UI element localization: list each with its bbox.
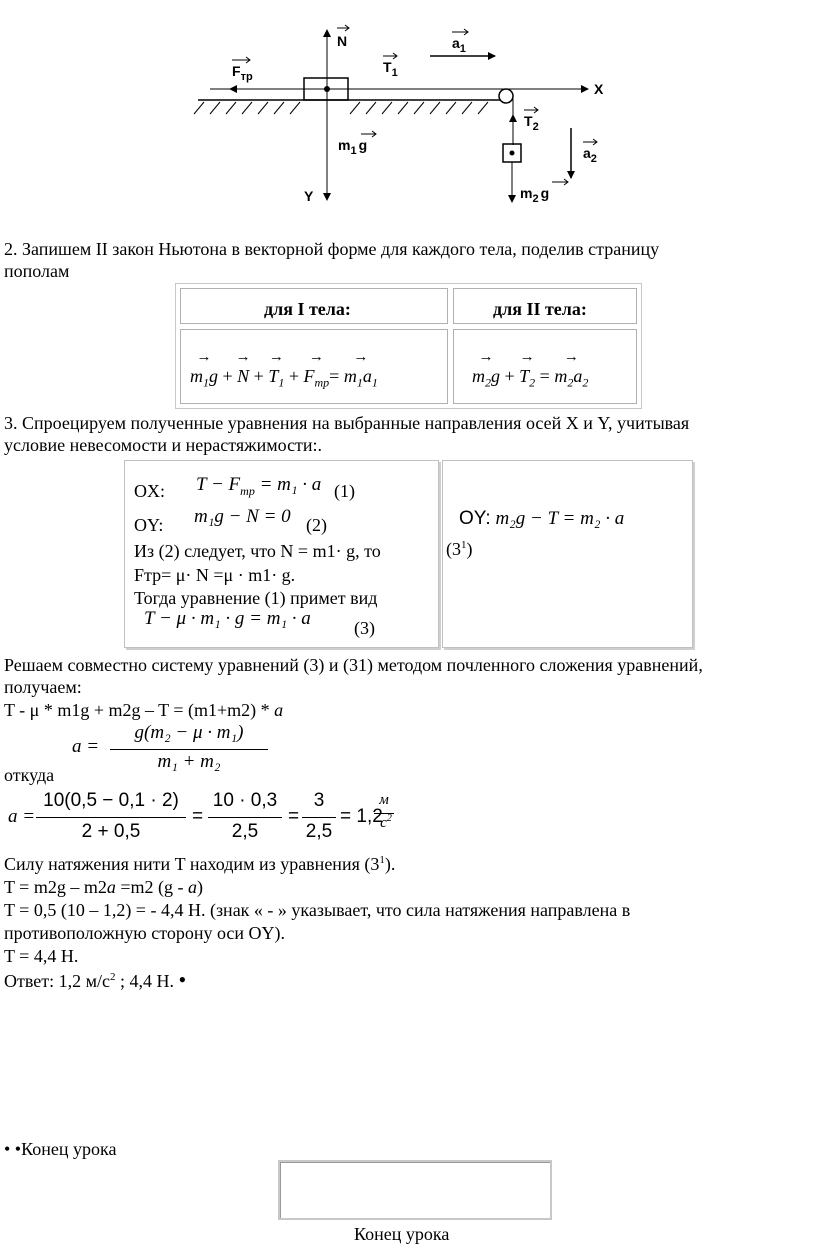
- oy-number: (2): [306, 515, 327, 535]
- label-Y: Y: [304, 188, 314, 204]
- label-a2: $a_2$: [583, 145, 597, 165]
- tension-formula: T = m2g – m2a =m2 (g - a): [4, 877, 203, 897]
- step3-line1: 3. Спроецируем полученные уравнения на выбранные направления осей X и Y, учитывая: [4, 413, 690, 433]
- ox-equation: $T - F_{тр} = m_1 \cdot a$: [196, 474, 322, 498]
- tension-intro: Силу натяжения нити T находим из уравнения $(3^1)$.: [4, 854, 396, 874]
- bullet-icon: •: [178, 967, 187, 992]
- ox-label: OX:: [134, 481, 165, 501]
- physics-diagram: [190, 20, 630, 215]
- label-N: N: [337, 33, 348, 49]
- table-header-1: для I тела:: [264, 299, 351, 319]
- otkuda-text: откуда: [4, 765, 55, 785]
- label-T2: $T_2$: [524, 113, 539, 133]
- label-m2g: $m_2$ g: [520, 185, 550, 205]
- step2-line1: 2. Запишем II закон Ньютона в векторной форме для каждого тела, поделив страницу: [4, 239, 660, 259]
- solution-line-1: Решаем совместно систему уравнений (3) и (31) методом почленного сложения уравнений,: [4, 655, 703, 675]
- equation-body-1: → $m_1g$ + → N + → $T_1$ + → $F_{тр}= \to m_1a_1$: [190, 366, 378, 391]
- table-header-2: для II тела:: [493, 299, 587, 319]
- label-m1g: $m_1$ g: [338, 137, 368, 157]
- solution-line-3: T - μ * m1g + m2g – T = (m1+m2) * a: [4, 700, 284, 720]
- oy-label: OY:: [134, 515, 164, 535]
- equation-3-number: (3): [354, 618, 375, 638]
- calc-formula: a = 10(0,5 − 0,1 · 2) 2 + 0,5 = 10 · 0,3 2,5 = 3 2,5 = 1,2 м $c^2$: [8, 790, 408, 846]
- end-lesson-label: • •Конец урока: [4, 1139, 117, 1159]
- derivation-line-2: Fтр= μ· N =μ · m1· g.: [134, 565, 296, 585]
- solution-line-2: получаем:: [4, 677, 82, 697]
- equation-body-2: → $m_2g$ + → $T_2$ = → $m_2a_2$: [472, 366, 588, 391]
- equation-3: T − μ · m₁ · g = m₁ · a: [144, 608, 311, 629]
- oy-equation-body-2: OY: m₂g − T = m₂ · a: [459, 508, 625, 529]
- derivation-line-3: Тогда уравнение (1) примет вид: [134, 588, 378, 608]
- label-T1: $T_1$: [383, 59, 398, 79]
- ground-surface: [194, 100, 500, 114]
- answer-line: Ответ: 1,2 $м/с^2$ ; 4,4 Н. •: [4, 967, 187, 992]
- pulley: [499, 89, 513, 103]
- tension-result: T = 4,4 Н.: [4, 946, 79, 966]
- oy-equation: m₁g − N = 0: [194, 506, 291, 527]
- tension-note-line: противоположную сторону оси OY).: [4, 923, 286, 943]
- end-lesson-frame: [278, 1160, 552, 1220]
- label-a1: $a_1$: [452, 35, 466, 55]
- label-Ftr: $F_{тр}$: [232, 63, 253, 83]
- label-X: X: [594, 81, 604, 97]
- step2-line2: пополам: [4, 261, 70, 281]
- tension-calc-line: T = 0,5 (10 – 1,2) = - 4,4 Н. (знак « - » указывает, что сила натяжения направлена в: [4, 900, 631, 920]
- ox-number: (1): [334, 481, 355, 501]
- equation-31-number: $(3^1)$: [446, 539, 473, 559]
- projection-cell-right: [442, 460, 693, 648]
- derivation-line-1: Из (2) следует, что N = m1· g, то: [134, 541, 381, 561]
- end-lesson-caption: Конец урока: [354, 1224, 450, 1244]
- bullet-icon: • •: [4, 1139, 22, 1159]
- step3-line2: условие невесомости и нерастяжимости:.: [4, 435, 323, 455]
